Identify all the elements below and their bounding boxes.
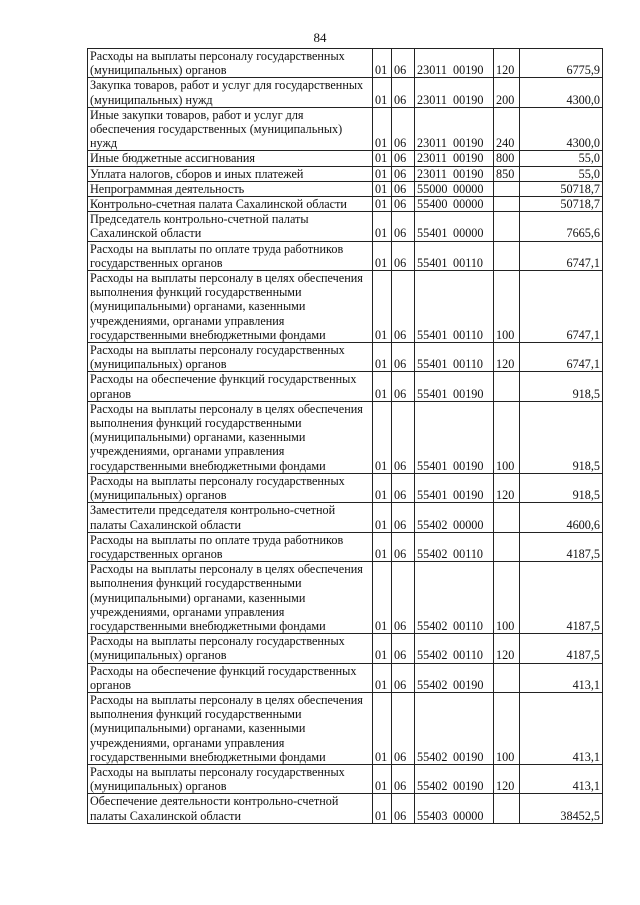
budget-table-body [88,49,603,824]
row-subsection-cell: 06 [392,151,415,166]
row-amount-cell: 7665,6 [520,212,603,241]
table-row [88,166,603,181]
row-target-article-part2: 00190 [453,677,484,692]
row-target-article-part1: 23011 [417,136,448,151]
row-section-cell: 01 [373,764,392,793]
row-target-article-part2: 00190 [453,779,484,794]
row-target-article-part2: 00110 [453,357,484,372]
row-expense-type-cell: 120 [494,473,520,502]
row-target-article-cell [415,372,494,401]
row-subsection-cell: 06 [392,78,415,107]
row-subsection-cell: 06 [392,503,415,532]
row-amount-cell: 4187,5 [520,562,603,634]
table-row [88,562,603,634]
row-target-article-part2: 00000 [453,808,484,823]
table-row [88,197,603,212]
row-amount-cell: 4187,5 [520,532,603,561]
row-subsection-cell: 06 [392,663,415,692]
row-target-article-cell [415,401,494,473]
row-amount-cell: 918,5 [520,372,603,401]
row-section-cell: 01 [373,151,392,166]
row-name-cell: Контрольно-счетная палата Сахалинской области [88,197,373,212]
row-expense-type-cell: 240 [494,107,520,151]
row-name-cell: Расходы на выплаты персоналу государственных (муниципальных) органов [88,49,373,78]
row-name-cell: Расходы на выплаты персоналу в целях обеспечения выполнения функций государственными (муниципальными) органами, казенными учреждениями, органами управления государственными внебюджетными фондами [88,562,373,634]
row-amount-cell: 413,1 [520,692,603,764]
row-section-cell: 01 [373,107,392,151]
table-row [88,212,603,241]
row-subsection-cell: 06 [392,634,415,663]
row-target-article-cell [415,212,494,241]
row-expense-type-cell [494,532,520,561]
row-amount-cell: 918,5 [520,473,603,502]
row-target-article-cell [415,181,494,196]
row-name-cell: Расходы на выплаты персоналу в целях обеспечения выполнения функций государственными (муниципальными) органами, казенными учреждениями, органами управления государственными внебюджетными фондами [88,401,373,473]
row-section-cell: 01 [373,634,392,663]
row-amount-cell: 38452,5 [520,794,603,823]
row-target-article-cell [415,473,494,502]
row-target-article-cell [415,78,494,107]
row-name-cell: Расходы на выплаты персоналу в целях обеспечения выполнения функций государственными (муниципальными) органами, казенными учреждениями, органами управления государственными внебюджетными фондами [88,271,373,343]
row-target-article-cell [415,241,494,270]
budget-table [87,48,603,824]
row-subsection-cell: 06 [392,197,415,212]
row-target-article-part1: 55402 [417,517,448,532]
row-subsection-cell: 06 [392,532,415,561]
row-subsection-cell: 06 [392,166,415,181]
row-target-article-part2: 00190 [453,166,484,181]
row-target-article-cell [415,532,494,561]
row-section-cell: 01 [373,241,392,270]
row-subsection-cell: 06 [392,343,415,372]
row-target-article-part2: 00190 [453,92,484,107]
row-subsection-cell: 06 [392,692,415,764]
row-amount-cell: 4300,0 [520,107,603,151]
row-section-cell: 01 [373,372,392,401]
row-target-article-part2: 00190 [453,63,484,78]
row-name-cell: Расходы на выплаты персоналу государственных (муниципальных) органов [88,343,373,372]
row-subsection-cell: 06 [392,764,415,793]
row-target-article-cell [415,107,494,151]
row-expense-type-cell: 800 [494,151,520,166]
row-target-article-part2: 00110 [453,648,484,663]
row-amount-cell: 50718,7 [520,197,603,212]
row-subsection-cell: 06 [392,49,415,78]
row-target-article-part1: 23011 [417,63,448,78]
row-section-cell: 01 [373,343,392,372]
row-target-article-part2: 00190 [453,386,484,401]
row-target-article-part1: 23011 [417,92,448,107]
row-target-article-part1: 55402 [417,779,448,794]
row-target-article-part1: 55402 [417,546,448,561]
row-target-article-cell [415,764,494,793]
row-target-article-cell [415,197,494,212]
row-subsection-cell: 06 [392,372,415,401]
row-section-cell: 01 [373,794,392,823]
row-target-article-part1: 55401 [417,386,448,401]
row-target-article-cell [415,49,494,78]
table-row [88,634,603,663]
table-row [88,107,603,151]
row-section-cell: 01 [373,78,392,107]
row-expense-type-cell: 120 [494,343,520,372]
row-target-article-part1: 55401 [417,226,448,241]
row-section-cell: 01 [373,49,392,78]
row-target-article-part1: 55401 [417,488,448,503]
row-target-article-part1: 55401 [417,357,448,372]
row-section-cell: 01 [373,663,392,692]
row-name-cell: Расходы на выплаты персоналу государственных (муниципальных) органов [88,473,373,502]
row-target-article-cell [415,794,494,823]
row-name-cell: Расходы на выплаты персоналу государственных (муниципальных) органов [88,634,373,663]
row-target-article-part2: 00190 [453,136,484,151]
table-row [88,503,603,532]
table-row [88,181,603,196]
row-subsection-cell: 06 [392,212,415,241]
row-amount-cell: 6775,9 [520,49,603,78]
row-target-article-cell [415,503,494,532]
row-expense-type-cell [494,241,520,270]
row-subsection-cell: 06 [392,473,415,502]
row-target-article-part2: 00190 [453,458,484,473]
row-expense-type-cell [494,181,520,196]
table-row [88,692,603,764]
row-expense-type-cell [494,372,520,401]
row-name-cell: Закупка товаров, работ и услуг для государственных (муниципальных) нужд [88,78,373,107]
row-name-cell: Расходы на выплаты персоналу в целях обеспечения выполнения функций государственными (муниципальными) органами, казенными учреждениями, органами управления государственными внебюджетными фондами [88,692,373,764]
row-amount-cell: 4300,0 [520,78,603,107]
row-section-cell: 01 [373,212,392,241]
row-target-article-part2: 00110 [453,618,484,633]
table-row [88,663,603,692]
row-expense-type-cell: 120 [494,49,520,78]
row-target-article-part2: 00000 [453,226,484,241]
row-section-cell: 01 [373,271,392,343]
row-target-article-part2: 00190 [453,488,484,503]
row-amount-cell: 413,1 [520,764,603,793]
row-expense-type-cell: 100 [494,562,520,634]
row-section-cell: 01 [373,562,392,634]
row-target-article-cell [415,343,494,372]
row-section-cell: 01 [373,532,392,561]
row-subsection-cell: 06 [392,562,415,634]
table-row [88,78,603,107]
row-subsection-cell: 06 [392,241,415,270]
row-target-article-part1: 55000 [417,181,448,196]
row-expense-type-cell [494,663,520,692]
table-row [88,372,603,401]
row-amount-cell: 413,1 [520,663,603,692]
row-expense-type-cell [494,197,520,212]
row-target-article-part2: 00000 [453,517,484,532]
row-name-cell: Непрограммная деятельность [88,181,373,196]
row-target-article-part1: 23011 [417,166,448,181]
row-target-article-part2: 00190 [453,151,484,166]
row-target-article-cell [415,166,494,181]
row-subsection-cell: 06 [392,181,415,196]
row-target-article-part1: 23011 [417,151,448,166]
row-target-article-part2: 00190 [453,749,484,764]
row-target-article-cell [415,692,494,764]
row-target-article-part1: 55400 [417,197,448,212]
row-target-article-cell [415,634,494,663]
row-name-cell: Обеспечение деятельности контрольно-счетной палаты Сахалинской области [88,794,373,823]
table-row [88,532,603,561]
row-section-cell: 01 [373,197,392,212]
row-target-article-part2: 00000 [453,197,484,212]
row-amount-cell: 4600,6 [520,503,603,532]
row-amount-cell: 918,5 [520,401,603,473]
row-section-cell: 01 [373,181,392,196]
row-subsection-cell: 06 [392,401,415,473]
row-target-article-part2: 00110 [453,327,484,342]
table-row [88,794,603,823]
row-target-article-part2: 00110 [453,546,484,561]
row-target-article-part1: 55402 [417,749,448,764]
row-amount-cell: 55,0 [520,151,603,166]
table-row [88,401,603,473]
row-name-cell: Расходы на обеспечение функций государственных органов [88,372,373,401]
row-section-cell: 01 [373,503,392,532]
row-target-article-part2: 00110 [453,255,484,270]
row-name-cell: Расходы на выплаты по оплате труда работников государственных органов [88,532,373,561]
row-expense-type-cell: 120 [494,764,520,793]
row-amount-cell: 4187,5 [520,634,603,663]
row-name-cell: Председатель контрольно-счетной палаты Сахалинской области [88,212,373,241]
row-amount-cell: 6747,1 [520,271,603,343]
row-name-cell: Расходы на выплаты по оплате труда работников государственных органов [88,241,373,270]
row-target-article-part1: 55402 [417,618,448,633]
row-expense-type-cell [494,794,520,823]
row-target-article-part1: 55402 [417,648,448,663]
row-target-article-part2: 00000 [453,181,484,196]
table-row [88,764,603,793]
row-target-article-cell [415,663,494,692]
row-expense-type-cell: 100 [494,401,520,473]
row-name-cell: Иные бюджетные ассигнования [88,151,373,166]
row-expense-type-cell: 120 [494,634,520,663]
row-target-article-cell [415,151,494,166]
row-amount-cell: 6747,1 [520,343,603,372]
row-target-article-cell [415,562,494,634]
row-subsection-cell: 06 [392,107,415,151]
row-subsection-cell: 06 [392,271,415,343]
table-row [88,343,603,372]
row-amount-cell: 6747,1 [520,241,603,270]
row-name-cell: Расходы на выплаты персоналу государственных (муниципальных) органов [88,764,373,793]
row-expense-type-cell: 850 [494,166,520,181]
table-row [88,151,603,166]
row-target-article-part1: 55401 [417,255,448,270]
row-expense-type-cell: 200 [494,78,520,107]
table-row [88,241,603,270]
page-number: 84 [313,30,327,45]
row-section-cell: 01 [373,692,392,764]
table-row [88,473,603,502]
row-expense-type-cell: 100 [494,271,520,343]
row-section-cell: 01 [373,401,392,473]
row-name-cell: Заместители председателя контрольно-счетной палаты Сахалинской области [88,503,373,532]
row-expense-type-cell [494,503,520,532]
row-target-article-part1: 55401 [417,327,448,342]
row-target-article-part1: 55401 [417,458,448,473]
row-name-cell: Иные закупки товаров, работ и услуг для обеспечения государственных (муниципальных) нужд [88,107,373,151]
row-amount-cell: 50718,7 [520,181,603,196]
row-section-cell: 01 [373,473,392,502]
table-row [88,271,603,343]
row-amount-cell: 55,0 [520,166,603,181]
row-expense-type-cell [494,212,520,241]
row-name-cell: Расходы на обеспечение функций государственных органов [88,663,373,692]
row-target-article-part1: 55402 [417,677,448,692]
row-target-article-cell [415,271,494,343]
row-name-cell: Уплата налогов, сборов и иных платежей [88,166,373,181]
row-expense-type-cell: 100 [494,692,520,764]
row-target-article-part1: 55403 [417,808,448,823]
row-subsection-cell: 06 [392,794,415,823]
row-section-cell: 01 [373,166,392,181]
table-row [88,49,603,78]
